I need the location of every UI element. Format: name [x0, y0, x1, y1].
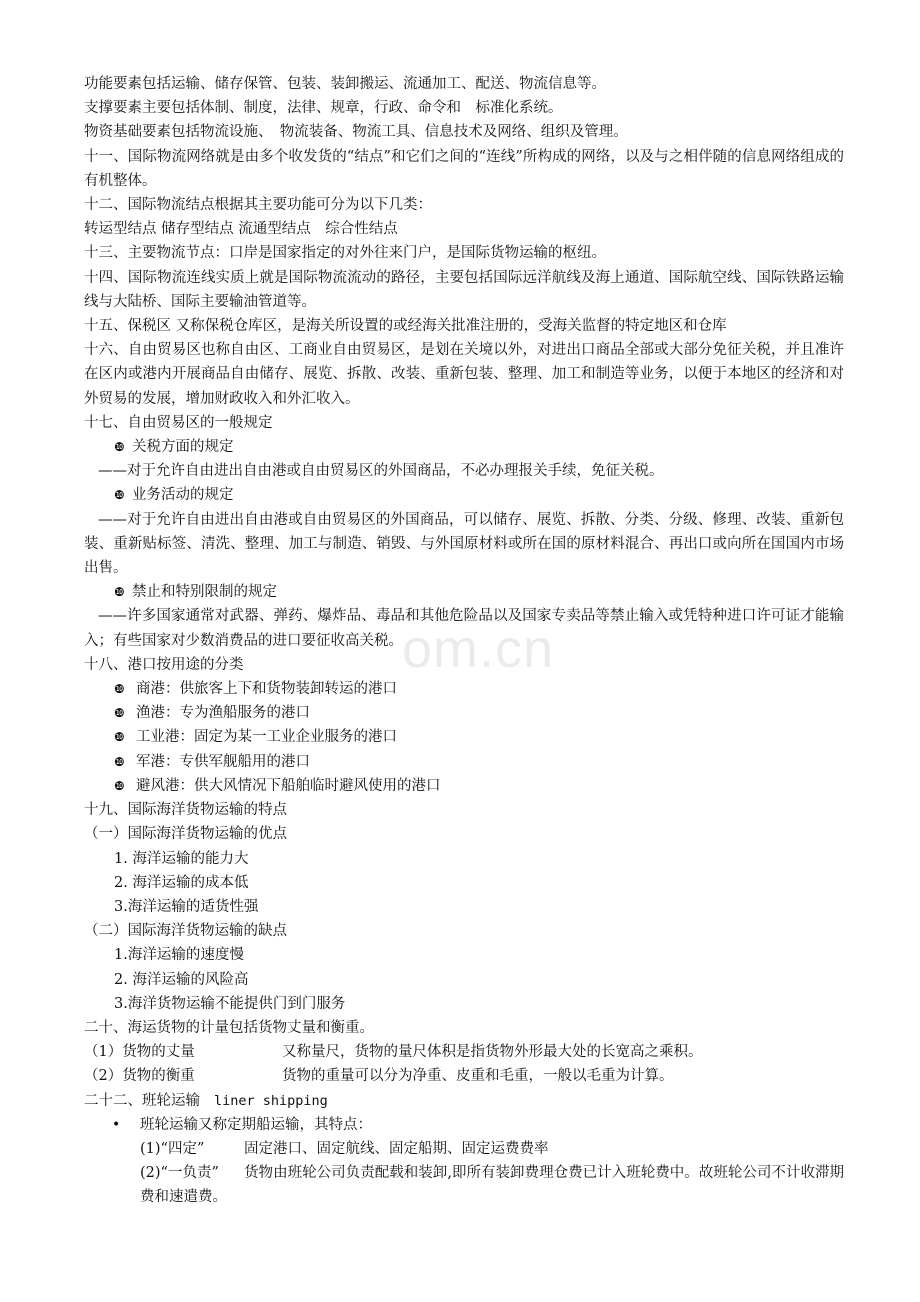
- list-item-port: [84, 701, 844, 725]
- heading-section-22: [84, 1089, 844, 1113]
- paragraph-section-16: 十六、自由贸易区也称自由区、工商业自由贸易区，是划在关境以外，对进出口商品全部或大部分免征关税，并且准许在区内或港内开展商品自由储存、展览、拆散、改装、重新包装、整理、加工和制造等业务，以便于本地区的经济和对外贸易的发展，增加财政收入和外汇收入。: [84, 342, 844, 407]
- paragraph-section-15: 十五、保税区 又称保税仓库区，是海关所设置的或经海关批准注册的，受海关监督的特定地区和仓库: [84, 318, 727, 335]
- subheading-restriction-rules: [84, 580, 844, 604]
- circled-bullet-icon: ❿: [114, 488, 125, 503]
- subheading-tariff-rules: [84, 435, 844, 459]
- liner-point: [84, 1161, 844, 1209]
- document-page: [84, 72, 844, 1210]
- circled-bullet-icon: ❿: [114, 682, 125, 697]
- heading-section-19: 十九、国际海洋货物运输的特点: [84, 802, 287, 819]
- paragraph-functional-elements: 功能要素包括运输、储存保管、包装、装卸搬运、流通加工、配送、物流信息等。: [84, 76, 606, 92]
- liner-point: [84, 1137, 844, 1161]
- liner-intro: [84, 1113, 844, 1137]
- liner-intro-text: 班轮运输又称定期船运输，其特点：: [140, 1116, 372, 1133]
- heading-section-17: 十七、自由贸易区的一般规定: [84, 414, 273, 431]
- circled-bullet-icon: ❿: [114, 778, 125, 793]
- port-label: 避风港：供大风情况下船舶临时避风使用的港口: [136, 777, 441, 794]
- liner-point-label: (2)“一负责”: [140, 1165, 219, 1182]
- circled-bullet-icon: ❿: [114, 706, 125, 721]
- list-item-port: [84, 750, 844, 774]
- list-item-advantage: 3.海洋运输的适货性强: [114, 898, 259, 915]
- heading-section-12: 十二、国际物流结点根据其主要功能可分为以下几类：: [84, 197, 432, 214]
- list-item-disadvantage: 3.海洋货物运输不能提供门到门服务: [114, 995, 346, 1012]
- measurement-text: 货物的重量可以分为净重、皮重和毛重，一般以毛重为计算。: [282, 1068, 674, 1085]
- circled-bullet-icon: ❿: [114, 585, 125, 600]
- list-item-disadvantage: 1.海洋运输的速度慢: [114, 947, 244, 964]
- port-label: 工业港：固定为某一工业企业服务的港口: [136, 729, 397, 746]
- liner-point-text: 货物由班轮公司负责配载和装卸,即所有装卸费理仓费已计入班轮费中。故班轮公司不计收滞期费和速遣费。: [140, 1165, 844, 1206]
- watermark: om.cn: [402, 619, 555, 679]
- list-item-port: [84, 774, 844, 798]
- measurement-label: （1）货物的丈量: [84, 1044, 195, 1061]
- subheading-disadvantages: （二）国际海洋货物运输的缺点: [84, 923, 287, 940]
- measurement-row: [84, 1040, 844, 1064]
- measurement-label: （2）货物的衡重: [84, 1068, 195, 1085]
- paragraph-support-elements: 支撑要素主要包括体制、制度，法律、规章，行政、命令和 标准化系统。: [84, 100, 563, 117]
- port-label: 军港：专供军舰船用的港口: [136, 753, 310, 770]
- paragraph-restriction-rules: ——许多国家通常对武器、弹药、爆炸品、毒品和其他危险品以及国家专卖品等禁止输入或凭特种进口许可证才能输入；有些国家对少数消费品的进口要征收高关税。: [84, 608, 844, 649]
- paragraph-section-14: 十四、国际物流连线实质上就是国际物流流动的路径，主要包括国际远洋航线及海上通道、国际航空线、国际铁路运输线与大陆桥、国际主要输油管道等。: [84, 269, 844, 310]
- liner-point-label: (1)“四定”: [140, 1140, 205, 1157]
- subheading-label: 禁止和特别限制的规定: [132, 584, 277, 601]
- subheading-label: 业务活动的规定: [132, 487, 234, 504]
- heading-section-18: 十八、港口按用途的分类: [84, 656, 244, 673]
- list-item-port: [84, 725, 844, 749]
- measurement-text: 又称量尺，货物的量尺体积是指货物外形最大处的长宽高之乘积。: [282, 1044, 703, 1061]
- paragraph-section-13: 十三、主要物流节点：口岸是国家指定的对外往来门户，是国际货物运输的枢纽。: [84, 245, 606, 262]
- paragraph-material-elements: 物资基础要素包括物流设施、 物流装备、物流工具、信息技术及网络、组织及管理。: [84, 124, 628, 141]
- heading-en: liner shipping: [214, 1092, 328, 1109]
- paragraph-section-11: 十一、国际物流网络就是由多个收发货的“结点”和它们之间的“连线”所构成的网络，以及与之相伴随的信息网络组成的有机整体。: [84, 148, 844, 189]
- list-item-advantage: 2. 海洋运输的成本低: [114, 874, 249, 891]
- heading-section-20: 二十、海运货物的计量包括货物丈量和衡重。: [84, 1019, 374, 1036]
- port-label: 商港：供旅客上下和货物装卸转运的港口: [136, 681, 397, 698]
- dot-bullet-icon: •: [112, 1116, 121, 1133]
- node-types-line: 转运型结点 储存型结点 流通型结点 综合性结点: [84, 221, 398, 238]
- paragraph-business-rules: ——对于允许自由进出自由港或自由贸易区的外国商品，可以储存、展览、拆散、分类、分级、修理、改装、重新包装、重新贴标签、清洗、整理、加工与制造、销毁、与外国原材料或所在国的原材料混合、再出口或向所在国国内市场出售。: [84, 511, 844, 577]
- circled-bullet-icon: ❿: [114, 754, 125, 769]
- circled-bullet-icon: ❿: [114, 440, 125, 455]
- list-item-advantage: 1. 海洋运输的能力大: [114, 850, 249, 867]
- subheading-advantages: （一）国际海洋货物运输的优点: [84, 826, 287, 843]
- subheading-business-rules: [84, 483, 844, 507]
- measurement-row: [84, 1064, 844, 1088]
- port-label: 渔港：专为渔船服务的港口: [136, 705, 310, 722]
- liner-point-text: 固定港口、固定航线、固定船期、固定运费费率: [244, 1140, 549, 1157]
- paragraph-tariff-rules: ——对于允许自由进出自由港或自由贸易区的外国商品，不必办理报关手续，免征关税。: [98, 463, 664, 480]
- circled-bullet-icon: ❿: [114, 730, 125, 745]
- heading-cn: 二十二、班轮运输: [84, 1092, 200, 1109]
- list-item-disadvantage: 2. 海洋运输的风险高: [114, 971, 249, 988]
- list-item-port: [84, 677, 844, 701]
- subheading-label: 关税方面的规定: [132, 439, 234, 456]
